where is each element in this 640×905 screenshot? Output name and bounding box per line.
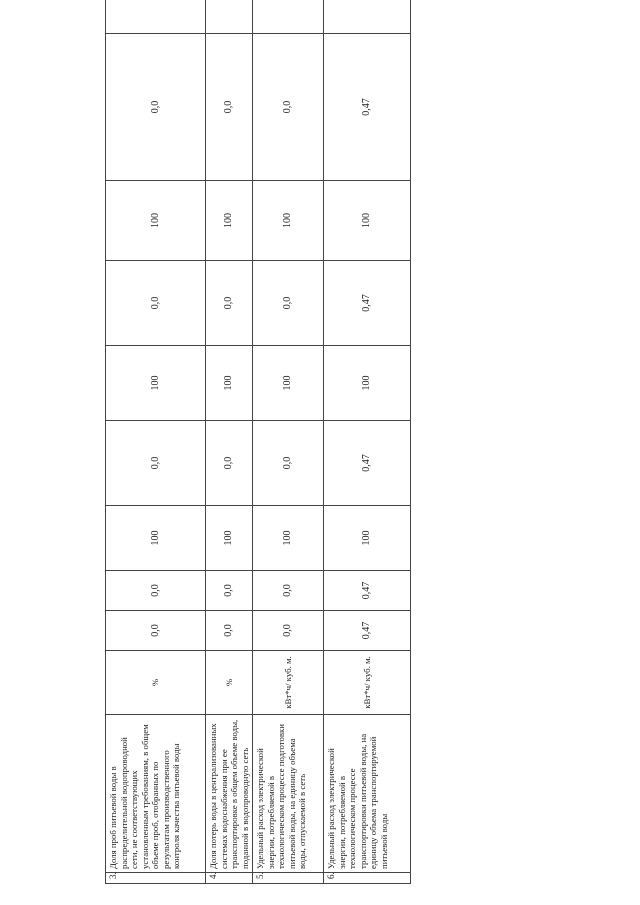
- value-cell: 0,0: [106, 34, 206, 181]
- unit-cell: %: [106, 651, 206, 715]
- indicator-name: Доля потерь воды в централизованных системах водоснабжения при ее транспортировке в общем объеме воды, поданной в водопроводную сеть: [206, 715, 253, 873]
- value-cell: 0,0: [206, 34, 253, 181]
- value-cell: 0,0: [206, 611, 253, 651]
- table-row: [324, 0, 411, 884]
- value-cell: 0,47: [324, 611, 411, 651]
- value-cell: 100: [324, 346, 411, 421]
- value-cell: [253, 0, 324, 34]
- rotated-page: [105, 19, 389, 884]
- value-cell: 100: [206, 506, 253, 571]
- value-cell: 0,47: [324, 261, 411, 346]
- value-cell: 100: [106, 346, 206, 421]
- value-cell: 100: [106, 506, 206, 571]
- value-cell: 0,0: [253, 261, 324, 346]
- value-cell: 100: [206, 346, 253, 421]
- value-cell: 0,0: [106, 421, 206, 506]
- value-cell: 0,0: [206, 421, 253, 506]
- value-cell: 0,0: [106, 611, 206, 651]
- value-cell: 0,0: [253, 611, 324, 651]
- value-cell: 0,0: [253, 34, 324, 181]
- unit-cell: кВт*ч/ куб. м.: [324, 651, 411, 715]
- value-cell: 100: [324, 506, 411, 571]
- value-cell: 0,47: [324, 421, 411, 506]
- value-cell: 0,0: [106, 261, 206, 346]
- value-cell: 0,47: [324, 571, 411, 611]
- value-cell: 0,0: [206, 261, 253, 346]
- value-cell: 100: [253, 181, 324, 261]
- value-cell: 100: [253, 346, 324, 421]
- value-cell: 0,0: [253, 421, 324, 506]
- row-number: 5.: [253, 873, 324, 884]
- unit-cell: %: [206, 651, 253, 715]
- value-cell: 100: [106, 181, 206, 261]
- row-number: 6.: [324, 873, 411, 884]
- table-row: [253, 0, 324, 884]
- table-row: [206, 0, 253, 884]
- value-cell: 0,47: [324, 34, 411, 181]
- value-cell: 100: [253, 506, 324, 571]
- indicators-table: [105, 0, 411, 884]
- row-number: 4.: [206, 873, 253, 884]
- value-cell: 0,0: [253, 571, 324, 611]
- value-cell: [106, 0, 206, 34]
- indicator-name: Доля проб питьевой воды в распределительной водопроводной сети, не соответствующих установленным требованиям, в общем объеме проб, отобранных по результатам производственного контроля качества питьевой воды: [106, 715, 206, 873]
- value-cell: 0,0: [106, 571, 206, 611]
- value-cell: [206, 0, 253, 34]
- value-cell: 100: [206, 181, 253, 261]
- unit-cell: кВт*ч/ куб. м.: [253, 651, 324, 715]
- indicator-name: Удельный расход электрической энергии, потребляемой в технологическом процессе подготовки питьевой воды, на единицу объема воды, отпускаемой в сеть: [253, 715, 324, 873]
- value-cell: 0,0: [206, 571, 253, 611]
- value-cell: [324, 0, 411, 34]
- table-row: [106, 0, 206, 884]
- value-cell: 100: [324, 181, 411, 261]
- row-number: 3.: [106, 873, 206, 884]
- indicator-name: Удельный расход электрической энергии, потребляемой в технологическом процессе транспортировки питьевой воды, на единицу объема транспортируемой питьевой воды: [324, 715, 411, 873]
